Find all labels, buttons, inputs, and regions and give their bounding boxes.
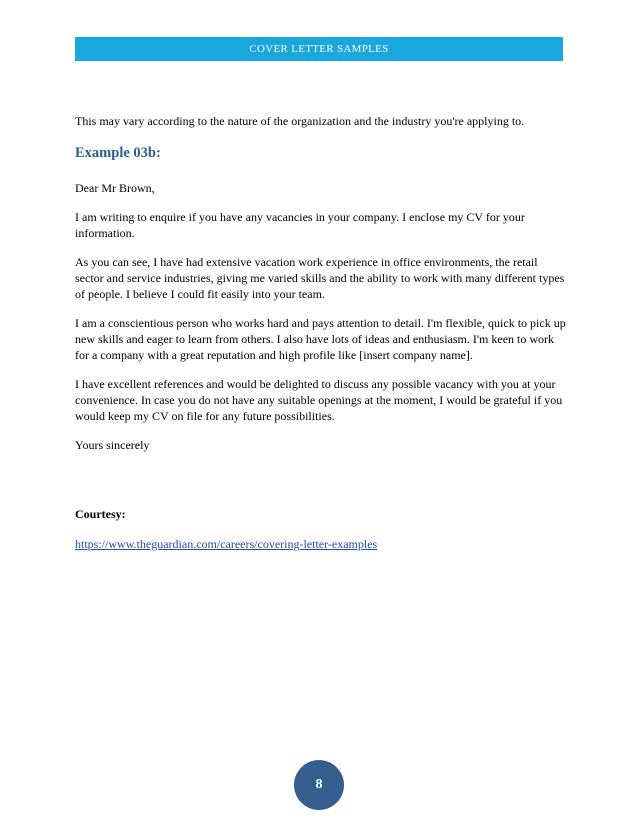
intro-text: This may vary according to the nature of the organization and the industry you're applying to. xyxy=(75,114,525,128)
courtesy-label: Courtesy: xyxy=(75,507,126,521)
letter-paragraph-4: I have excellent references and would be delighted to discuss any possible vacancy with you at your convenience. In case you do not have any suitable openings at the moment, I would be grateful if you would keep my CV on file for any future possibilities. xyxy=(75,377,563,423)
page-number-badge xyxy=(294,760,344,810)
page-number: 8 xyxy=(315,777,323,792)
letter-paragraph-3: I am a conscientious person who works hard and pays attention to detail. I'm flexible, quick to pick up new skills and eager to learn from others. I also have lots of ideas and enthusiasm. I'm keen to work for a company with a great reputation and high profile like [insert company name]. xyxy=(75,316,566,362)
header-title: COVER LETTER SAMPLES xyxy=(249,43,389,55)
courtesy-link[interactable]: https://www.theguardian.com/careers/covering-letter-examples xyxy=(75,537,378,551)
salutation: Dear Mr Brown, xyxy=(75,181,155,195)
example-heading: Example 03b: xyxy=(75,145,161,161)
closing-line: Yours sincerely xyxy=(75,438,150,452)
header-bar xyxy=(75,37,563,61)
letter-paragraph-2: As you can see, I have had extensive vacation work experience in office environments, the retail sector and service industries, giving me varied skills and the ability to work with many different types of people. I believe I could fit easily into your team. xyxy=(75,255,565,301)
document-body xyxy=(75,113,567,552)
letter-paragraph-1: I am writing to enquire if you have any vacancies in your company. I enclose my CV for your information. xyxy=(75,210,525,240)
